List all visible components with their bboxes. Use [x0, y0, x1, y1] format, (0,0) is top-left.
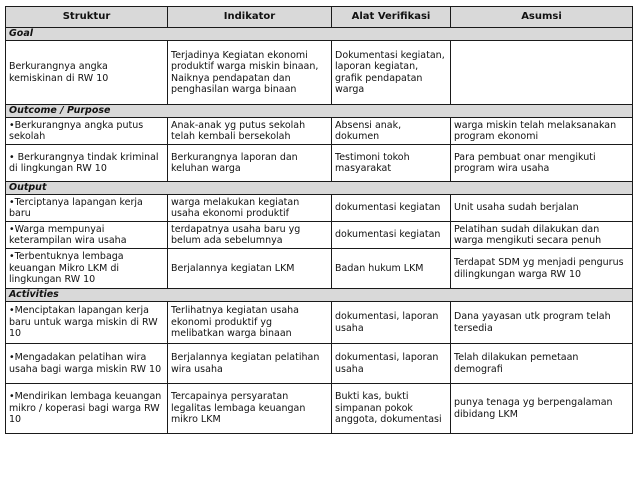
- cell-struktur: •Mendirikan lembaga keuangan mikro / koperasi bagi warga RW 10: [6, 384, 168, 434]
- table-row: [6, 222, 633, 249]
- table-row: [6, 145, 633, 182]
- cell-asumsi: Pelatihan sudah dilakukan dan warga mengikuti secara penuh: [451, 222, 633, 249]
- table-row: [6, 195, 633, 222]
- cell-struktur: •Warga mempunyai keterampilan wira usaha: [6, 222, 168, 249]
- cell-struktur: •Berkurangnya angka putus sekolah: [6, 118, 168, 145]
- header-alat-verifikasi: Alat Verifikasi: [332, 7, 451, 28]
- table-row: [6, 302, 633, 344]
- header-indikator: Indikator: [168, 7, 332, 28]
- section-label-outcome: Outcome / Purpose: [6, 105, 633, 118]
- section-output: [6, 182, 633, 195]
- cell-alat-verifikasi: Dokumentasi kegiatan, laporan kegiatan, grafik pendapatan warga: [332, 41, 451, 105]
- logframe-container: [5, 6, 632, 434]
- table-row: [6, 41, 633, 105]
- table-row: [6, 249, 633, 289]
- cell-asumsi: Dana yayasan utk program telah tersedia: [451, 302, 633, 344]
- cell-asumsi: punya tenaga yg berpengalaman dibidang LKM: [451, 384, 633, 434]
- cell-struktur: •Mengadakan pelatihan wira usaha bagi warga miskin RW 10: [6, 344, 168, 384]
- cell-alat-verifikasi: dokumentasi kegiatan: [332, 222, 451, 249]
- cell-alat-verifikasi: Testimoni tokoh masyarakat: [332, 145, 451, 182]
- section-goal: [6, 28, 633, 41]
- cell-alat-verifikasi: Bukti kas, bukti simpanan pokok anggota, dokumentasi: [332, 384, 451, 434]
- section-activities: [6, 289, 633, 302]
- section-label-activities: Activities: [6, 289, 633, 302]
- cell-asumsi: Terdapat SDM yg menjadi pengurus dilingkungan warga RW 10: [451, 249, 633, 289]
- header-row: [6, 7, 633, 28]
- cell-indikator: warga melakukan kegiatan usaha ekonomi produktif: [168, 195, 332, 222]
- table-row: [6, 384, 633, 434]
- cell-indikator: Terjadinya Kegiatan ekonomi produktif warga miskin binaan, Naiknya pendapatan dan penghasilan warga binaan: [168, 41, 332, 105]
- cell-alat-verifikasi: dokumentasi, laporan usaha: [332, 344, 451, 384]
- cell-asumsi: Unit usaha sudah berjalan: [451, 195, 633, 222]
- table-row: [6, 344, 633, 384]
- cell-struktur: Berkurangnya angka kemiskinan di RW 10: [6, 41, 168, 105]
- cell-struktur: • Berkurangnya tindak kriminal di lingkungan RW 10: [6, 145, 168, 182]
- cell-indikator: Berkurangnya laporan dan keluhan warga: [168, 145, 332, 182]
- cell-alat-verifikasi: dokumentasi kegiatan: [332, 195, 451, 222]
- section-label-output: Output: [6, 182, 633, 195]
- cell-alat-verifikasi: Absensi anak, dokumen: [332, 118, 451, 145]
- cell-asumsi: warga miskin telah melaksanakan program ekonomi: [451, 118, 633, 145]
- header-struktur: Struktur: [6, 7, 168, 28]
- cell-alat-verifikasi: Badan hukum LKM: [332, 249, 451, 289]
- cell-indikator: Anak-anak yg putus sekolah telah kembali bersekolah: [168, 118, 332, 145]
- logframe-table: [5, 6, 633, 434]
- cell-asumsi: Telah dilakukan pemetaan demografi: [451, 344, 633, 384]
- header-asumsi: Asumsi: [451, 7, 633, 28]
- cell-indikator: Berjalannya kegiatan LKM: [168, 249, 332, 289]
- cell-asumsi: [451, 41, 633, 105]
- cell-indikator: Terlihatnya kegiatan usaha ekonomi produktif yg melibatkan warga binaan: [168, 302, 332, 344]
- cell-indikator: Berjalannya kegiatan pelatihan wira usaha: [168, 344, 332, 384]
- cell-indikator: Tercapainya persyaratan legalitas lembaga keuangan mikro LKM: [168, 384, 332, 434]
- section-label-goal: Goal: [6, 28, 633, 41]
- cell-alat-verifikasi: dokumentasi, laporan usaha: [332, 302, 451, 344]
- cell-indikator: terdapatnya usaha baru yg belum ada sebelumnya: [168, 222, 332, 249]
- table-row: [6, 118, 633, 145]
- cell-struktur: •Menciptakan lapangan kerja baru untuk warga miskin di RW 10: [6, 302, 168, 344]
- cell-asumsi: Para pembuat onar mengikuti program wira usaha: [451, 145, 633, 182]
- section-outcome: [6, 105, 633, 118]
- cell-struktur: •Terbentuknya lembaga keuangan Mikro LKM di lingkungan RW 10: [6, 249, 168, 289]
- cell-struktur: •Terciptanya lapangan kerja baru: [6, 195, 168, 222]
